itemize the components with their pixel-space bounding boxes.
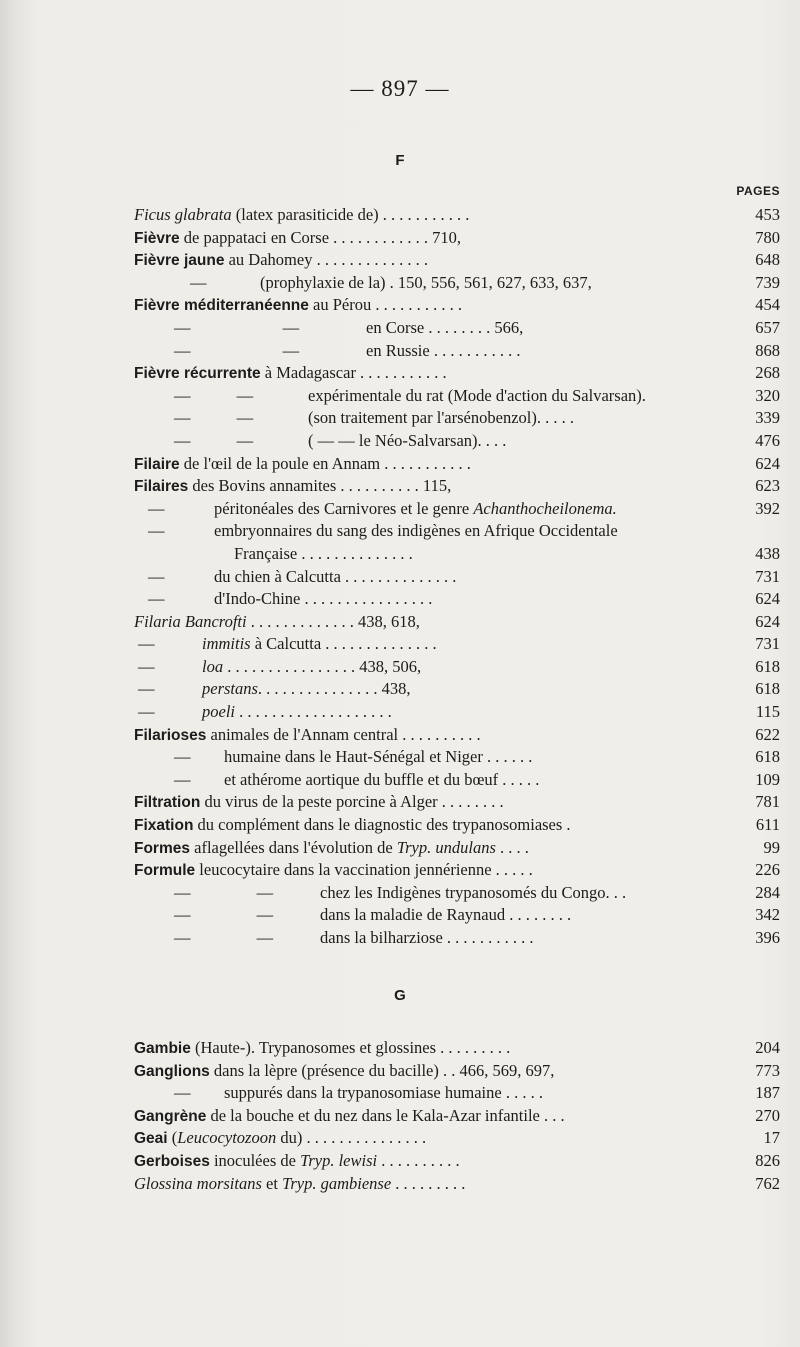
- entry-text: (son traitement par l'arsénobenzol). . . . .: [308, 408, 574, 428]
- entry-headword: Fièvre jaune: [134, 252, 225, 270]
- index-entry: [134, 317, 780, 340]
- entry-text: dans la bilharziose . . . . . . . . . . .: [320, 928, 534, 947]
- entry-text: du virus de la peste porcine à Alger . . . . . . . .: [200, 792, 504, 812]
- entry-text: en Corse . . . . . . . . 566,: [366, 317, 524, 337]
- entry-text: embryonnaires du sang des indigènes en Afrique Occidentale: [214, 521, 618, 541]
- entry-italic-term: Leucocytozoon: [177, 1128, 277, 1148]
- index-list-g: [134, 1037, 780, 1195]
- index-entry: [134, 475, 780, 498]
- entry-page: 270: [755, 1105, 780, 1125]
- index-entry: [134, 1060, 780, 1083]
- entry-page: 99: [763, 837, 780, 857]
- entry-page: 739: [755, 272, 780, 292]
- ditto-dash: — —: [174, 408, 254, 428]
- entry-text: aflagellées dans l'évolution de: [190, 837, 397, 857]
- index-entry: [134, 227, 780, 250]
- entry-page: 868: [755, 340, 780, 360]
- entry-text: leucocytaire dans la vaccination jennérienne . . . . .: [195, 860, 533, 880]
- entry-page: 268: [755, 363, 780, 383]
- entry-headword: Filaire: [134, 455, 180, 473]
- entry-leader: du) . . . . . . . . . . . . . . .: [276, 1128, 427, 1148]
- entry-headword: Filaires: [134, 478, 189, 496]
- entry-page: 780: [755, 227, 780, 247]
- entry-text: au Pérou . . . . . . . . . . .: [308, 295, 462, 315]
- section-heading-f: F: [395, 152, 405, 169]
- entry-text: . . . . . . . . . . . . . 438, 618,: [246, 611, 420, 631]
- entry-headword: Geai: [134, 1130, 168, 1148]
- ditto-dash: —: [174, 1083, 191, 1103]
- entry-text: en Russie . . . . . . . . . . .: [366, 340, 521, 360]
- entry-page: 648: [755, 250, 780, 270]
- entry-headword: Fixation: [134, 817, 194, 835]
- entry-page: 773: [755, 1060, 780, 1080]
- entry-text: à Calcutta . . . . . . . . . . . . . .: [250, 634, 437, 654]
- index-entry: [134, 272, 780, 295]
- pages-column-label: PAGES: [736, 184, 780, 198]
- page-number: — 897 —: [350, 76, 450, 101]
- entry-text: du chien à Calcutta . . . . . . . . . . . . . .: [214, 566, 457, 586]
- entry-headword: Gerboises: [134, 1152, 210, 1170]
- entry-page: 284: [755, 882, 780, 902]
- ditto-dash: —: [174, 769, 191, 789]
- entry-text: expérimentale du rat (Mode d'action du Salvarsan).: [308, 385, 646, 405]
- entry-headword: Filarioses: [134, 726, 207, 744]
- ditto-dash: — —: [174, 340, 300, 360]
- entry-italic-term: Tryp. gambiense: [282, 1173, 392, 1193]
- entry-italic-term: Tryp. undulans: [396, 837, 496, 857]
- ditto-dash: —: [138, 634, 155, 654]
- entry-text: au Dahomey . . . . . . . . . . . . . .: [224, 250, 428, 270]
- entry-page: 731: [755, 566, 780, 586]
- entry-species: poeli: [202, 702, 235, 722]
- ditto-dash: —: [148, 589, 165, 609]
- index-entry: [134, 1105, 780, 1128]
- entry-leader: . . . . . . . . .: [391, 1173, 466, 1193]
- entry-page: 392: [755, 498, 780, 518]
- entry-page: 454: [755, 295, 780, 315]
- entry-page: 187: [755, 1083, 780, 1103]
- index-entry: [134, 769, 780, 792]
- entry-text: d'Indo-Chine . . . . . . . . . . . . . . . .: [214, 589, 433, 609]
- index-entry: [134, 746, 780, 769]
- entry-text: des Bovins annamites . . . . . . . . . . 115,: [188, 476, 452, 496]
- entry-text: de l'œil de la poule en Annam . . . . . . . . . . .: [179, 453, 471, 473]
- entry-text: suppurés dans la trypanosomiase humaine . . . . .: [224, 1083, 543, 1103]
- index-entry: [134, 1082, 780, 1105]
- entry-text: ( — — le Néo-Salvarsan). . . .: [308, 430, 507, 450]
- entry-text: dans la lèpre (présence du bacille) . . 466, 569, 697,: [209, 1060, 555, 1080]
- index-entry: [134, 837, 780, 860]
- ditto-dash: — —: [174, 905, 274, 925]
- entry-page: 115: [755, 702, 780, 722]
- entry-text: et athérome aortique du buffle et du bœuf . . . . .: [224, 769, 540, 789]
- entry-text: (prophylaxie de la) . 150, 556, 561, 627, 633, 637,: [260, 272, 592, 292]
- entry-text: (Haute-). Trypanosomes et glossines . . . . . . . . .: [190, 1038, 511, 1057]
- entry-leader: . . . . . . . . . .: [377, 1150, 460, 1170]
- entry-text: de la bouche et du nez dans le Kala-Azar infantile . . .: [206, 1105, 565, 1125]
- index-entry: [134, 656, 780, 679]
- ditto-dash: —: [148, 498, 165, 518]
- entry-page: 618: [755, 679, 780, 699]
- entry-text: dans la maladie de Raynaud . . . . . . . .: [320, 905, 572, 925]
- index-entry: [134, 294, 780, 317]
- entry-italic-term: Tryp. lewisi: [300, 1150, 378, 1170]
- entry-page: 204: [755, 1038, 780, 1057]
- ditto-dash: —: [138, 656, 155, 676]
- entry-italic-term: Achanthocheilonema.: [473, 498, 617, 518]
- entry-headword: Gangrène: [134, 1107, 207, 1125]
- entry-text: (latex parasiticide de) . . . . . . . . . . .: [231, 205, 470, 224]
- entry-page: 624: [755, 453, 780, 473]
- ditto-dash: —: [138, 702, 155, 722]
- entry-page: 622: [755, 724, 780, 744]
- index-entry: [134, 814, 780, 837]
- index-entry: [134, 249, 780, 272]
- entry-headword: Ficus glabrata: [134, 205, 232, 224]
- index-entry: [134, 1037, 780, 1060]
- entry-page: 342: [755, 905, 780, 925]
- ditto-dash: —: [148, 566, 165, 586]
- entry-page: 339: [755, 408, 780, 428]
- ditto-dash: — —: [174, 385, 254, 405]
- index-entry: [134, 430, 780, 453]
- entry-page: 396: [755, 928, 780, 947]
- index-entry: [134, 362, 780, 385]
- index-entry: [134, 927, 780, 950]
- index-entry: [134, 453, 780, 476]
- entry-text: péritonéales des Carnivores et le genre: [214, 498, 474, 518]
- ditto-dash: — —: [174, 928, 274, 947]
- entry-headword: Fièvre méditerranéenne: [134, 297, 309, 315]
- entry-text: . . . . . . . . . . . . . . . . . . .: [235, 702, 392, 722]
- entry-page: 624: [755, 611, 780, 631]
- entry-page: 624: [755, 589, 780, 609]
- entry-text: chez les Indigènes trypanosomés du Congo. . .: [320, 882, 627, 902]
- entry-page: 657: [755, 317, 780, 337]
- index-entry: [134, 791, 780, 814]
- entry-page: 438: [755, 543, 780, 563]
- entry-text: humaine dans le Haut-Sénégal et Niger . . . . . .: [224, 747, 533, 767]
- entry-species: loa: [202, 656, 224, 676]
- index-entry: [134, 543, 780, 566]
- entry-text: animales de l'Annam central . . . . . . . . . .: [206, 724, 481, 744]
- entry-page: 731: [755, 634, 780, 654]
- entry-text: . . . . . . . . . . . . . . . 438,: [257, 679, 411, 699]
- ditto-dash: —: [148, 521, 165, 541]
- entry-page: 618: [755, 656, 780, 676]
- entry-headword: Filaria Bancrofti: [134, 611, 247, 631]
- entry-page: 109: [755, 769, 780, 789]
- ditto-dash: — —: [174, 430, 254, 450]
- entry-page: 781: [755, 792, 780, 812]
- index-entry: [134, 1150, 780, 1173]
- index-list-f: [134, 204, 780, 950]
- index-entry: [134, 407, 780, 430]
- entry-text: . . . . . . . . . . . . . . . . 438, 506,: [223, 656, 422, 676]
- index-entry: [134, 882, 780, 905]
- entry-text: Française . . . . . . . . . . . . . .: [234, 543, 413, 563]
- entry-text: et: [261, 1173, 283, 1193]
- entry-headword: Fièvre: [134, 229, 180, 247]
- index-entry: [134, 340, 780, 363]
- entry-species: immitis: [202, 634, 251, 654]
- entry-page: 226: [755, 860, 780, 880]
- ditto-dash: —: [138, 679, 155, 699]
- index-entry: [134, 566, 780, 589]
- entry-headword: Ganglions: [134, 1062, 210, 1080]
- ditto-dash: —: [174, 747, 191, 767]
- ditto-dash: — —: [174, 317, 300, 337]
- index-entry: [134, 904, 780, 927]
- entry-page: 476: [755, 430, 780, 450]
- index-entry: [134, 859, 780, 882]
- entry-headword: Gambie: [134, 1040, 191, 1057]
- entry-text: du complément dans le diagnostic des trypanosomiases .: [193, 815, 571, 835]
- entry-text: à Madagascar . . . . . . . . . . .: [260, 363, 447, 383]
- entry-page: 320: [755, 385, 780, 405]
- entry-page: 453: [755, 205, 780, 224]
- ditto-dash: —: [190, 272, 207, 292]
- index-entry: [134, 633, 780, 656]
- entry-text: (: [167, 1128, 178, 1148]
- entry-page: 762: [755, 1173, 780, 1193]
- ditto-dash: — —: [174, 882, 274, 902]
- index-entry: [134, 498, 780, 521]
- section-heading-g: G: [394, 987, 406, 1004]
- index-entry: [134, 1127, 780, 1150]
- entry-page: 618: [755, 747, 780, 767]
- entry-leader: . . . .: [495, 837, 529, 857]
- entry-headword: Formes: [134, 839, 190, 857]
- entry-page: 623: [755, 476, 780, 496]
- index-entry: [134, 520, 780, 543]
- index-entry: [134, 588, 780, 611]
- entry-species: perstans: [202, 679, 258, 699]
- entry-headword: Filtration: [134, 794, 201, 812]
- entry-headword: Glossina morsitans: [134, 1173, 262, 1193]
- entry-headword: Fièvre récurrente: [134, 365, 261, 383]
- index-entry: [134, 724, 780, 747]
- entry-page: 17: [763, 1128, 780, 1148]
- index-entry: [134, 1173, 780, 1196]
- entry-headword: Formule: [134, 862, 196, 880]
- index-entry: [134, 678, 780, 701]
- index-entry: [134, 385, 780, 408]
- entry-text: inoculées de: [209, 1150, 301, 1170]
- index-entry: [134, 701, 780, 724]
- entry-page: 611: [755, 815, 780, 835]
- entry-text: de pappataci en Corse . . . . . . . . . . . . 710,: [179, 227, 462, 247]
- index-entry: [134, 204, 780, 227]
- entry-page: 826: [755, 1150, 780, 1170]
- index-entry: [134, 611, 780, 634]
